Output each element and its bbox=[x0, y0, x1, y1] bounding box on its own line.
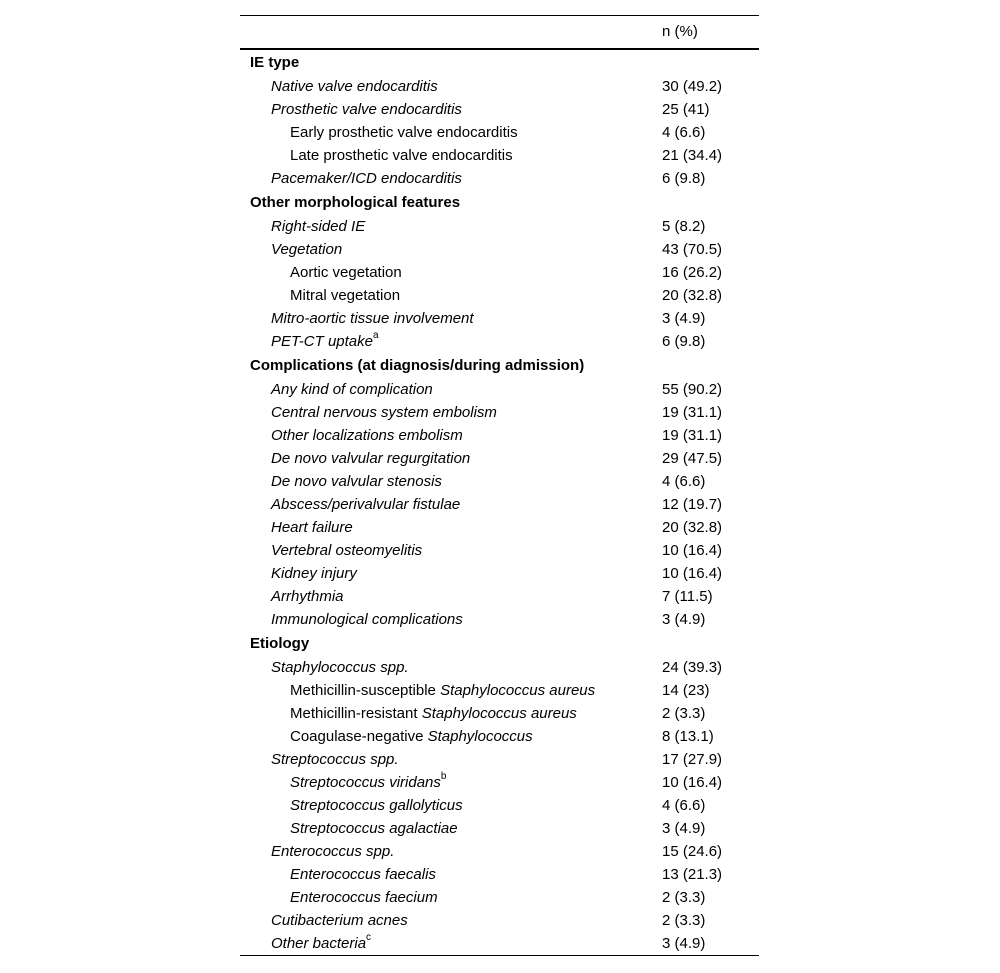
row-label-text: Abscess/perivalvular fistulae bbox=[271, 496, 461, 513]
row-label bbox=[271, 608, 463, 631]
section-title: IE type bbox=[250, 54, 300, 71]
row-value: 8 (13.1) bbox=[662, 728, 714, 745]
footnote-marker: b bbox=[440, 771, 447, 782]
row-label-text: Kidney injury bbox=[271, 565, 357, 582]
row-value: 17 (27.9) bbox=[662, 751, 723, 768]
row-label bbox=[290, 679, 595, 702]
row-value: 29 (47.5) bbox=[662, 450, 723, 467]
table-row bbox=[240, 493, 759, 516]
section-heading bbox=[240, 50, 759, 75]
row-label bbox=[271, 493, 460, 516]
row-value: 13 (21.3) bbox=[662, 866, 723, 883]
row-label bbox=[290, 284, 400, 307]
row-label bbox=[271, 516, 353, 539]
row-value: 43 (70.5) bbox=[662, 241, 723, 258]
column-header-n-percent: n (%) bbox=[662, 23, 698, 40]
section-title: Other morphological features bbox=[250, 194, 461, 211]
row-value: 6 (9.8) bbox=[662, 333, 706, 350]
row-label-text: Prosthetic valve endocarditis bbox=[271, 101, 462, 118]
table-header bbox=[240, 16, 759, 50]
table-row bbox=[240, 817, 759, 840]
table-row bbox=[240, 470, 759, 493]
row-label bbox=[290, 863, 436, 886]
row-label bbox=[271, 840, 394, 863]
table-row bbox=[240, 725, 759, 748]
row-label-text: Mitral vegetation bbox=[290, 287, 401, 304]
row-label-text: Pacemaker/ICD endocarditis bbox=[271, 170, 462, 187]
table-row bbox=[240, 447, 759, 470]
table-row bbox=[240, 585, 759, 608]
row-label-text: Methicillin-resistant bbox=[290, 705, 422, 722]
row-label-text: Vegetation bbox=[271, 241, 343, 258]
table-row bbox=[240, 794, 759, 817]
table-row bbox=[240, 909, 759, 932]
row-value: 2 (3.3) bbox=[662, 889, 706, 906]
row-label bbox=[271, 378, 433, 401]
table-row bbox=[240, 284, 759, 307]
row-label-text: Methicillin-susceptible bbox=[290, 682, 441, 699]
row-value: 3 (4.9) bbox=[662, 820, 706, 837]
row-label bbox=[290, 144, 513, 167]
table-row bbox=[240, 608, 759, 631]
row-label-text: Late prosthetic valve endocarditis bbox=[290, 147, 513, 164]
table-row bbox=[240, 215, 759, 238]
table-row bbox=[240, 863, 759, 886]
row-label bbox=[271, 167, 462, 190]
table-row bbox=[240, 840, 759, 863]
row-label bbox=[271, 447, 470, 470]
row-value: 2 (3.3) bbox=[662, 705, 706, 722]
row-label-species: Staphylococcus aureus bbox=[440, 682, 596, 699]
data-table bbox=[240, 15, 759, 956]
row-value: 6 (9.8) bbox=[662, 170, 706, 187]
row-label bbox=[290, 771, 446, 794]
row-label-text: Coagulase-negative bbox=[290, 728, 428, 745]
row-label-text: Right-sided IE bbox=[271, 218, 366, 235]
row-value: 19 (31.1) bbox=[662, 427, 723, 444]
row-label bbox=[290, 121, 518, 144]
row-label-text: Enterococcus faecium bbox=[290, 889, 438, 906]
row-label-text: Staphylococcus spp. bbox=[271, 659, 409, 676]
row-value: 4 (6.6) bbox=[662, 473, 706, 490]
section-title: Etiology bbox=[250, 635, 310, 652]
row-label-text: Other localizations embolism bbox=[271, 427, 463, 444]
row-label bbox=[271, 330, 379, 353]
row-value: 14 (23) bbox=[662, 682, 710, 699]
row-value: 15 (24.6) bbox=[662, 843, 723, 860]
footnote-marker: a bbox=[373, 330, 379, 341]
row-label-text: Early prosthetic valve endocarditis bbox=[290, 124, 518, 141]
row-label-text: Native valve endocarditis bbox=[271, 78, 438, 95]
table-row bbox=[240, 378, 759, 401]
row-label-text: Heart failure bbox=[271, 519, 353, 536]
table-row bbox=[240, 539, 759, 562]
row-label bbox=[271, 307, 474, 330]
row-value: 4 (6.6) bbox=[662, 124, 706, 141]
row-label-text: Arrhythmia bbox=[271, 588, 344, 605]
row-label-text: Enterococcus faecalis bbox=[290, 866, 436, 883]
table-row bbox=[240, 424, 759, 447]
table-body bbox=[240, 50, 759, 955]
row-label-text: Central nervous system embolism bbox=[271, 404, 497, 421]
section-heading bbox=[240, 631, 759, 656]
table-row bbox=[240, 238, 759, 261]
row-value: 2 (3.3) bbox=[662, 912, 706, 929]
table-row bbox=[240, 121, 759, 144]
row-label bbox=[290, 261, 402, 284]
row-value: 24 (39.3) bbox=[662, 659, 723, 676]
table-row bbox=[240, 562, 759, 585]
table-row bbox=[240, 679, 759, 702]
row-value: 5 (8.2) bbox=[662, 218, 706, 235]
section-heading bbox=[240, 190, 759, 215]
row-value: 25 (41) bbox=[662, 101, 710, 118]
row-label bbox=[271, 932, 371, 955]
table-row bbox=[240, 748, 759, 771]
row-value: 10 (16.4) bbox=[662, 565, 723, 582]
table-row bbox=[240, 702, 759, 725]
row-label bbox=[271, 748, 399, 771]
row-label-text: Streptococcus gallolyticus bbox=[290, 797, 463, 814]
table-row bbox=[240, 167, 759, 190]
table-row bbox=[240, 932, 759, 955]
row-label bbox=[271, 585, 344, 608]
row-label bbox=[271, 539, 422, 562]
row-value: 7 (11.5) bbox=[662, 588, 713, 605]
table-row bbox=[240, 261, 759, 284]
row-value: 30 (49.2) bbox=[662, 78, 723, 95]
table-row bbox=[240, 886, 759, 909]
row-value: 4 (6.6) bbox=[662, 797, 706, 814]
row-label-text: Enterococcus spp. bbox=[271, 843, 395, 860]
table-row bbox=[240, 307, 759, 330]
row-value: 3 (4.9) bbox=[662, 611, 706, 628]
footnote-marker: c bbox=[366, 932, 372, 943]
row-value: 20 (32.8) bbox=[662, 519, 723, 536]
table-row bbox=[240, 98, 759, 121]
row-value: 16 (26.2) bbox=[662, 264, 723, 281]
row-label-text: Vertebral osteomyelitis bbox=[271, 542, 423, 559]
row-label-text: Cutibacterium acnes bbox=[271, 912, 408, 929]
row-label bbox=[271, 401, 497, 424]
row-label-text: De novo valvular regurgitation bbox=[271, 450, 471, 467]
row-label bbox=[290, 817, 458, 840]
row-value: 20 (32.8) bbox=[662, 287, 723, 304]
table-row bbox=[240, 144, 759, 167]
row-label bbox=[271, 562, 357, 585]
row-label bbox=[271, 909, 408, 932]
row-value: 10 (16.4) bbox=[662, 774, 723, 791]
row-value: 12 (19.7) bbox=[662, 496, 723, 513]
row-label bbox=[271, 238, 342, 261]
row-label bbox=[290, 702, 577, 725]
row-label bbox=[271, 75, 438, 98]
row-label bbox=[271, 98, 462, 121]
row-label bbox=[271, 470, 442, 493]
row-value: 3 (4.9) bbox=[662, 310, 706, 327]
row-label-text: Streptococcus spp. bbox=[271, 751, 399, 768]
row-label-text: Mitro-aortic tissue involvement bbox=[271, 310, 474, 327]
table-row bbox=[240, 656, 759, 679]
row-label bbox=[290, 886, 438, 909]
row-label-text: Other bacteria bbox=[271, 935, 367, 952]
row-label bbox=[290, 794, 463, 817]
row-label bbox=[271, 424, 463, 447]
row-label-text: Streptococcus agalactiae bbox=[290, 820, 458, 837]
row-label-text: Streptococcus viridans bbox=[290, 774, 441, 791]
row-label-text: Aortic vegetation bbox=[290, 264, 402, 281]
table-row bbox=[240, 516, 759, 539]
row-value: 21 (34.4) bbox=[662, 147, 723, 164]
row-label bbox=[271, 215, 365, 238]
row-label bbox=[271, 656, 409, 679]
row-value: 10 (16.4) bbox=[662, 542, 723, 559]
row-value: 3 (4.9) bbox=[662, 935, 706, 952]
section-title: Complications (at diagnosis/during admission) bbox=[250, 357, 585, 374]
row-value: 19 (31.1) bbox=[662, 404, 723, 421]
row-label-species: Staphylococcus aureus bbox=[421, 705, 577, 722]
table-row bbox=[240, 771, 759, 794]
row-label bbox=[290, 725, 533, 748]
row-label-species: Staphylococcus bbox=[427, 728, 533, 745]
row-label-text: De novo valvular stenosis bbox=[271, 473, 442, 490]
table-row bbox=[240, 75, 759, 98]
row-label-text: Immunological complications bbox=[271, 611, 463, 628]
table-row bbox=[240, 401, 759, 424]
row-label-text: PET-CT uptake bbox=[271, 333, 373, 350]
section-heading bbox=[240, 353, 759, 378]
row-value: 55 (90.2) bbox=[662, 381, 723, 398]
table-row bbox=[240, 330, 759, 353]
row-label-text: Any kind of complication bbox=[271, 381, 433, 398]
